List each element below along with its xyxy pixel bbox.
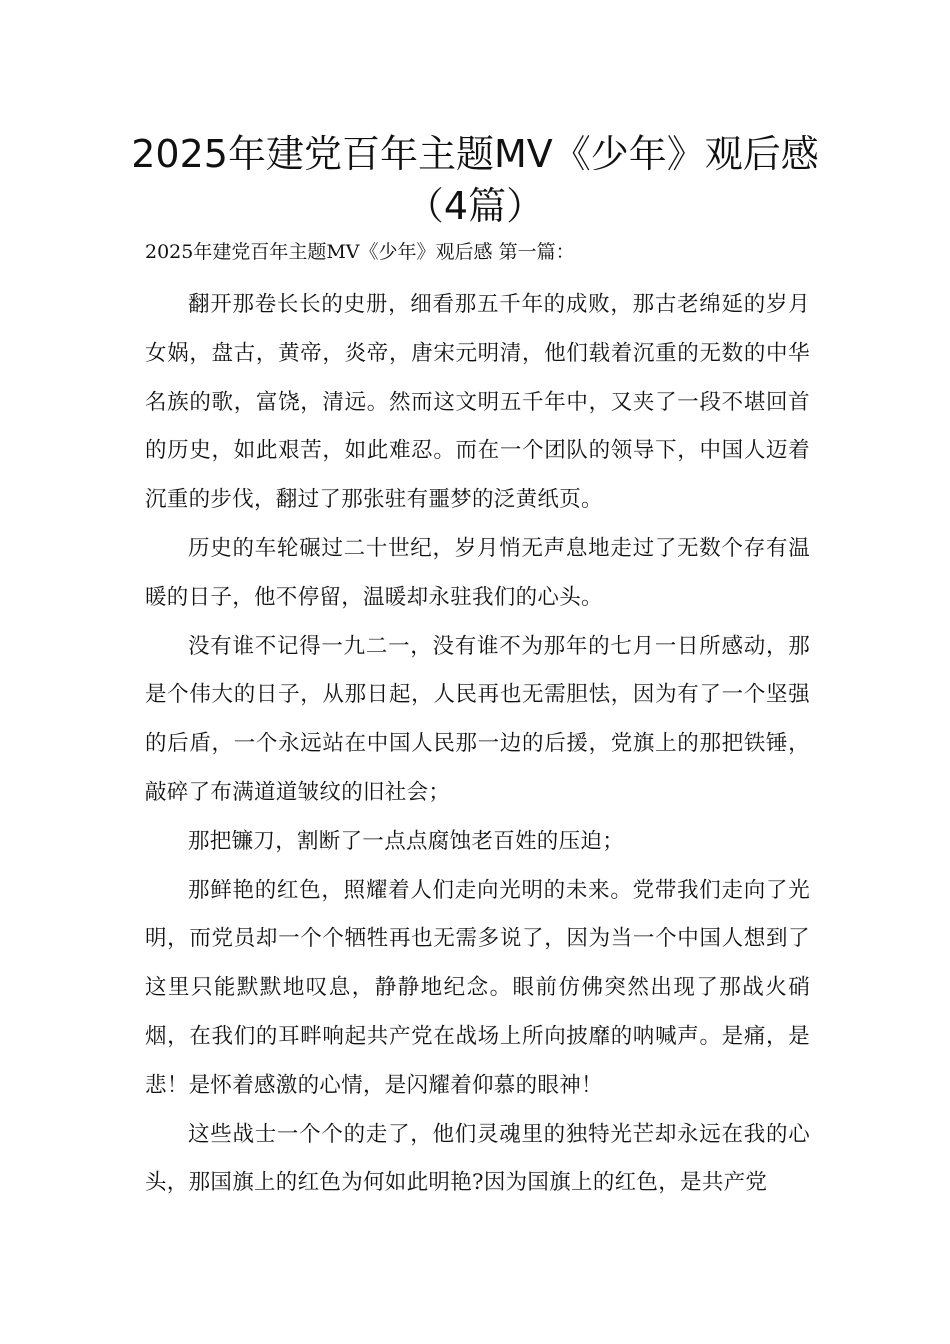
section-heading: 2025年建党百年主题MV《少年》观后感 第一篇： bbox=[145, 241, 575, 263]
paragraph: 没有谁不记得一九二一，没有谁不为那年的七月一日所感动，那是个伟大的日子，从那日起，人民再也无需胆怯，因为有了一个坚强的后盾，一个永远站在中国人民那一边的后援，党旗上的那把铁锤，敲碎了布满道道皱纹的旧社会； bbox=[145, 633, 810, 805]
document-body bbox=[145, 281, 810, 1208]
paragraph: 那把镰刀，割断了一点点腐蚀老百姓的压迫； bbox=[188, 828, 625, 854]
document-title: 2025年建党百年主题MV《少年》观后感（4篇） bbox=[131, 132, 819, 228]
paragraph: 那鲜艳的红色，照耀着人们走向光明的未来。党带我们走向了光明，而党员却一个个牺牲再也无需多说了，因为当一个中国人想到了这里只能默默地叹息，静静地纪念。眼前仿佛突然出现了那战火硝烟，在我们的耳畔响起共产党在战场上所向披靡的呐喊声。是痛，是悲！是怀着感激的心情，是闪耀着仰慕的眼神！ bbox=[145, 877, 810, 1098]
paragraph: 这些战士一个个的走了，他们灵魂里的独特光芒却永远在我的心头，那国旗上的红色为何如此明艳?因为国旗上的红色，是共产党 bbox=[145, 1121, 810, 1196]
paragraph: 历史的车轮碾过二十世纪，岁月悄无声息地走过了无数个存有温暖的日子，他不停留，温暖却永驻我们的心头。 bbox=[145, 535, 810, 610]
paragraph: 翻开那卷长长的史册，细看那五千年的成败，那古老绵延的岁月女娲，盘古，黄帝，炎帝，唐宋元明清，他们载着沉重的无数的中华名族的歌，富饶，清远。然而这文明五千年中，又夹了一段不堪回首的历史，如此艰苦，如此难忍。而在一个团队的领导下，中国人迈着沉重的步伐，翻过了那张驻有噩梦的泛黄纸页。 bbox=[145, 292, 810, 513]
